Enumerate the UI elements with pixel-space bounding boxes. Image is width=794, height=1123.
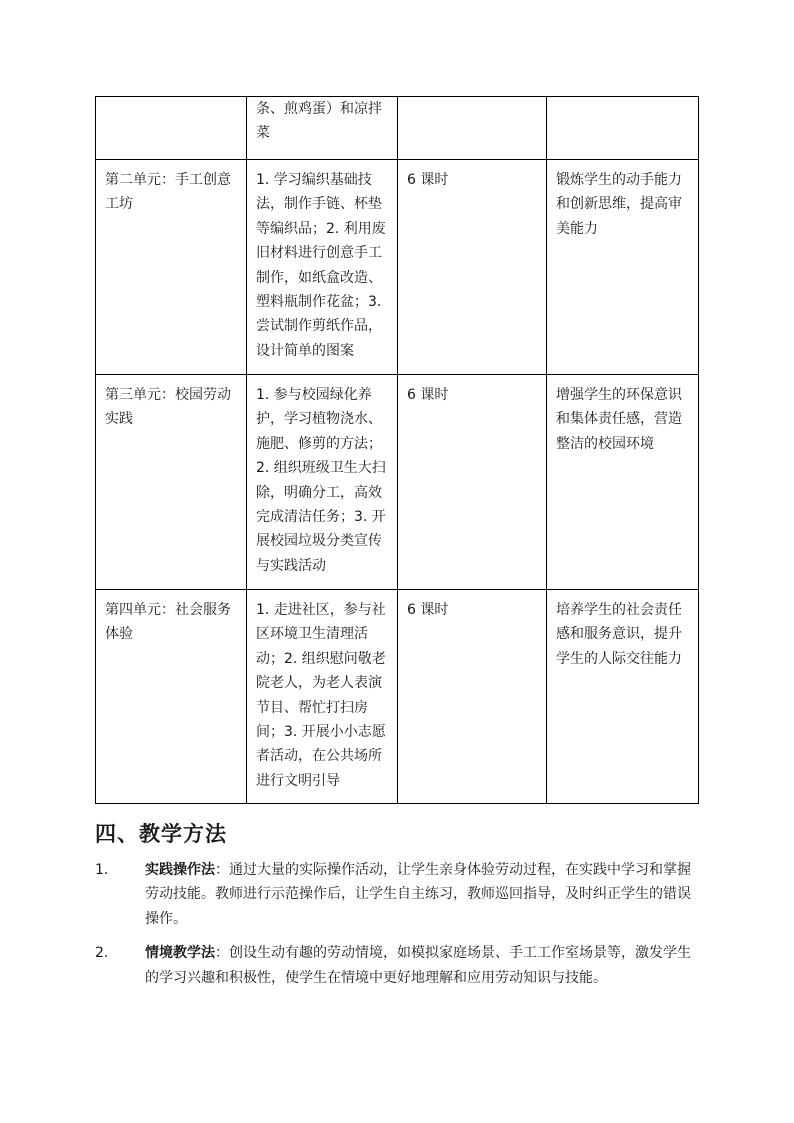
- unit-cell: 第二单元：手工创意工坊: [96, 160, 247, 375]
- content-cell: 1. 参与校园绿化养护，学习植物浇水、施肥、修剪的方法；2. 组织班级卫生大扫除，明确分工，高效完成清洁任务；3. 开展校园垃圾分类宣传与实践活动: [247, 375, 398, 590]
- hours-cell: 6 课时: [398, 375, 547, 590]
- course-plan-table: [95, 96, 699, 804]
- list-number: 1.: [95, 862, 109, 878]
- content-cell: 1. 学习编织基础技法，制作手链、杯垫等编织品；2. 利用废旧材料进行创意手工制作，如纸盒改造、塑料瓶制作花盆；3. 尝试制作剪纸作品，设计简单的图案: [247, 160, 398, 375]
- goal-cell: 培养学生的社会责任感和服务意识，提升学生的人际交往能力: [547, 590, 699, 804]
- teaching-methods-list: [95, 858, 700, 1000]
- method-description: ：通过大量的实际操作活动，让学生亲身体验劳动过程，在实践中学习和掌握劳动技能。教师进行示范操作后，让学生自主练习，教师巡回指导，及时纠正学生的错误操作。: [145, 862, 691, 927]
- list-number: 2.: [95, 945, 109, 962]
- hours-cell: 6 课时: [398, 160, 547, 375]
- content-cell: 条、煎鸡蛋）和凉拌菜: [247, 97, 398, 160]
- table-row: [96, 97, 699, 160]
- method-description: ：创设生动有趣的劳动情境，如模拟家庭场景、手工工作室场景等，激发学生的学习兴趣和积极性，使学生在情境中更好地理解和应用劳动知识与技能。: [145, 945, 691, 986]
- table-row: [96, 375, 699, 590]
- section-heading: 四、教学方法: [95, 822, 227, 846]
- content-cell: 1. 走进社区，参与社区环境卫生清理活动；2. 组织慰问敬老院老人，为老人表演节目、帮忙打扫房间；3. 开展小小志愿者活动，在公共场所进行文明引导: [247, 590, 398, 804]
- goal-cell: 增强学生的环保意识和集体责任感，营造整洁的校园环境: [547, 375, 699, 590]
- table-row: [96, 590, 699, 804]
- unit-cell: 第三单元：校园劳动实践: [96, 375, 247, 590]
- list-item: [95, 858, 700, 931]
- unit-cell: [96, 97, 247, 160]
- method-term: 情境教学法: [145, 945, 215, 962]
- list-item: [95, 941, 700, 990]
- goal-cell: [547, 97, 699, 160]
- goal-cell: 锻炼学生的动手能力和创新思维，提高审美能力: [547, 160, 699, 375]
- method-term: 实践操作法: [145, 862, 215, 878]
- hours-cell: 6 课时: [398, 590, 547, 804]
- table-row: [96, 160, 699, 375]
- unit-cell: 第四单元：社会服务体验: [96, 590, 247, 804]
- hours-cell: [398, 97, 547, 160]
